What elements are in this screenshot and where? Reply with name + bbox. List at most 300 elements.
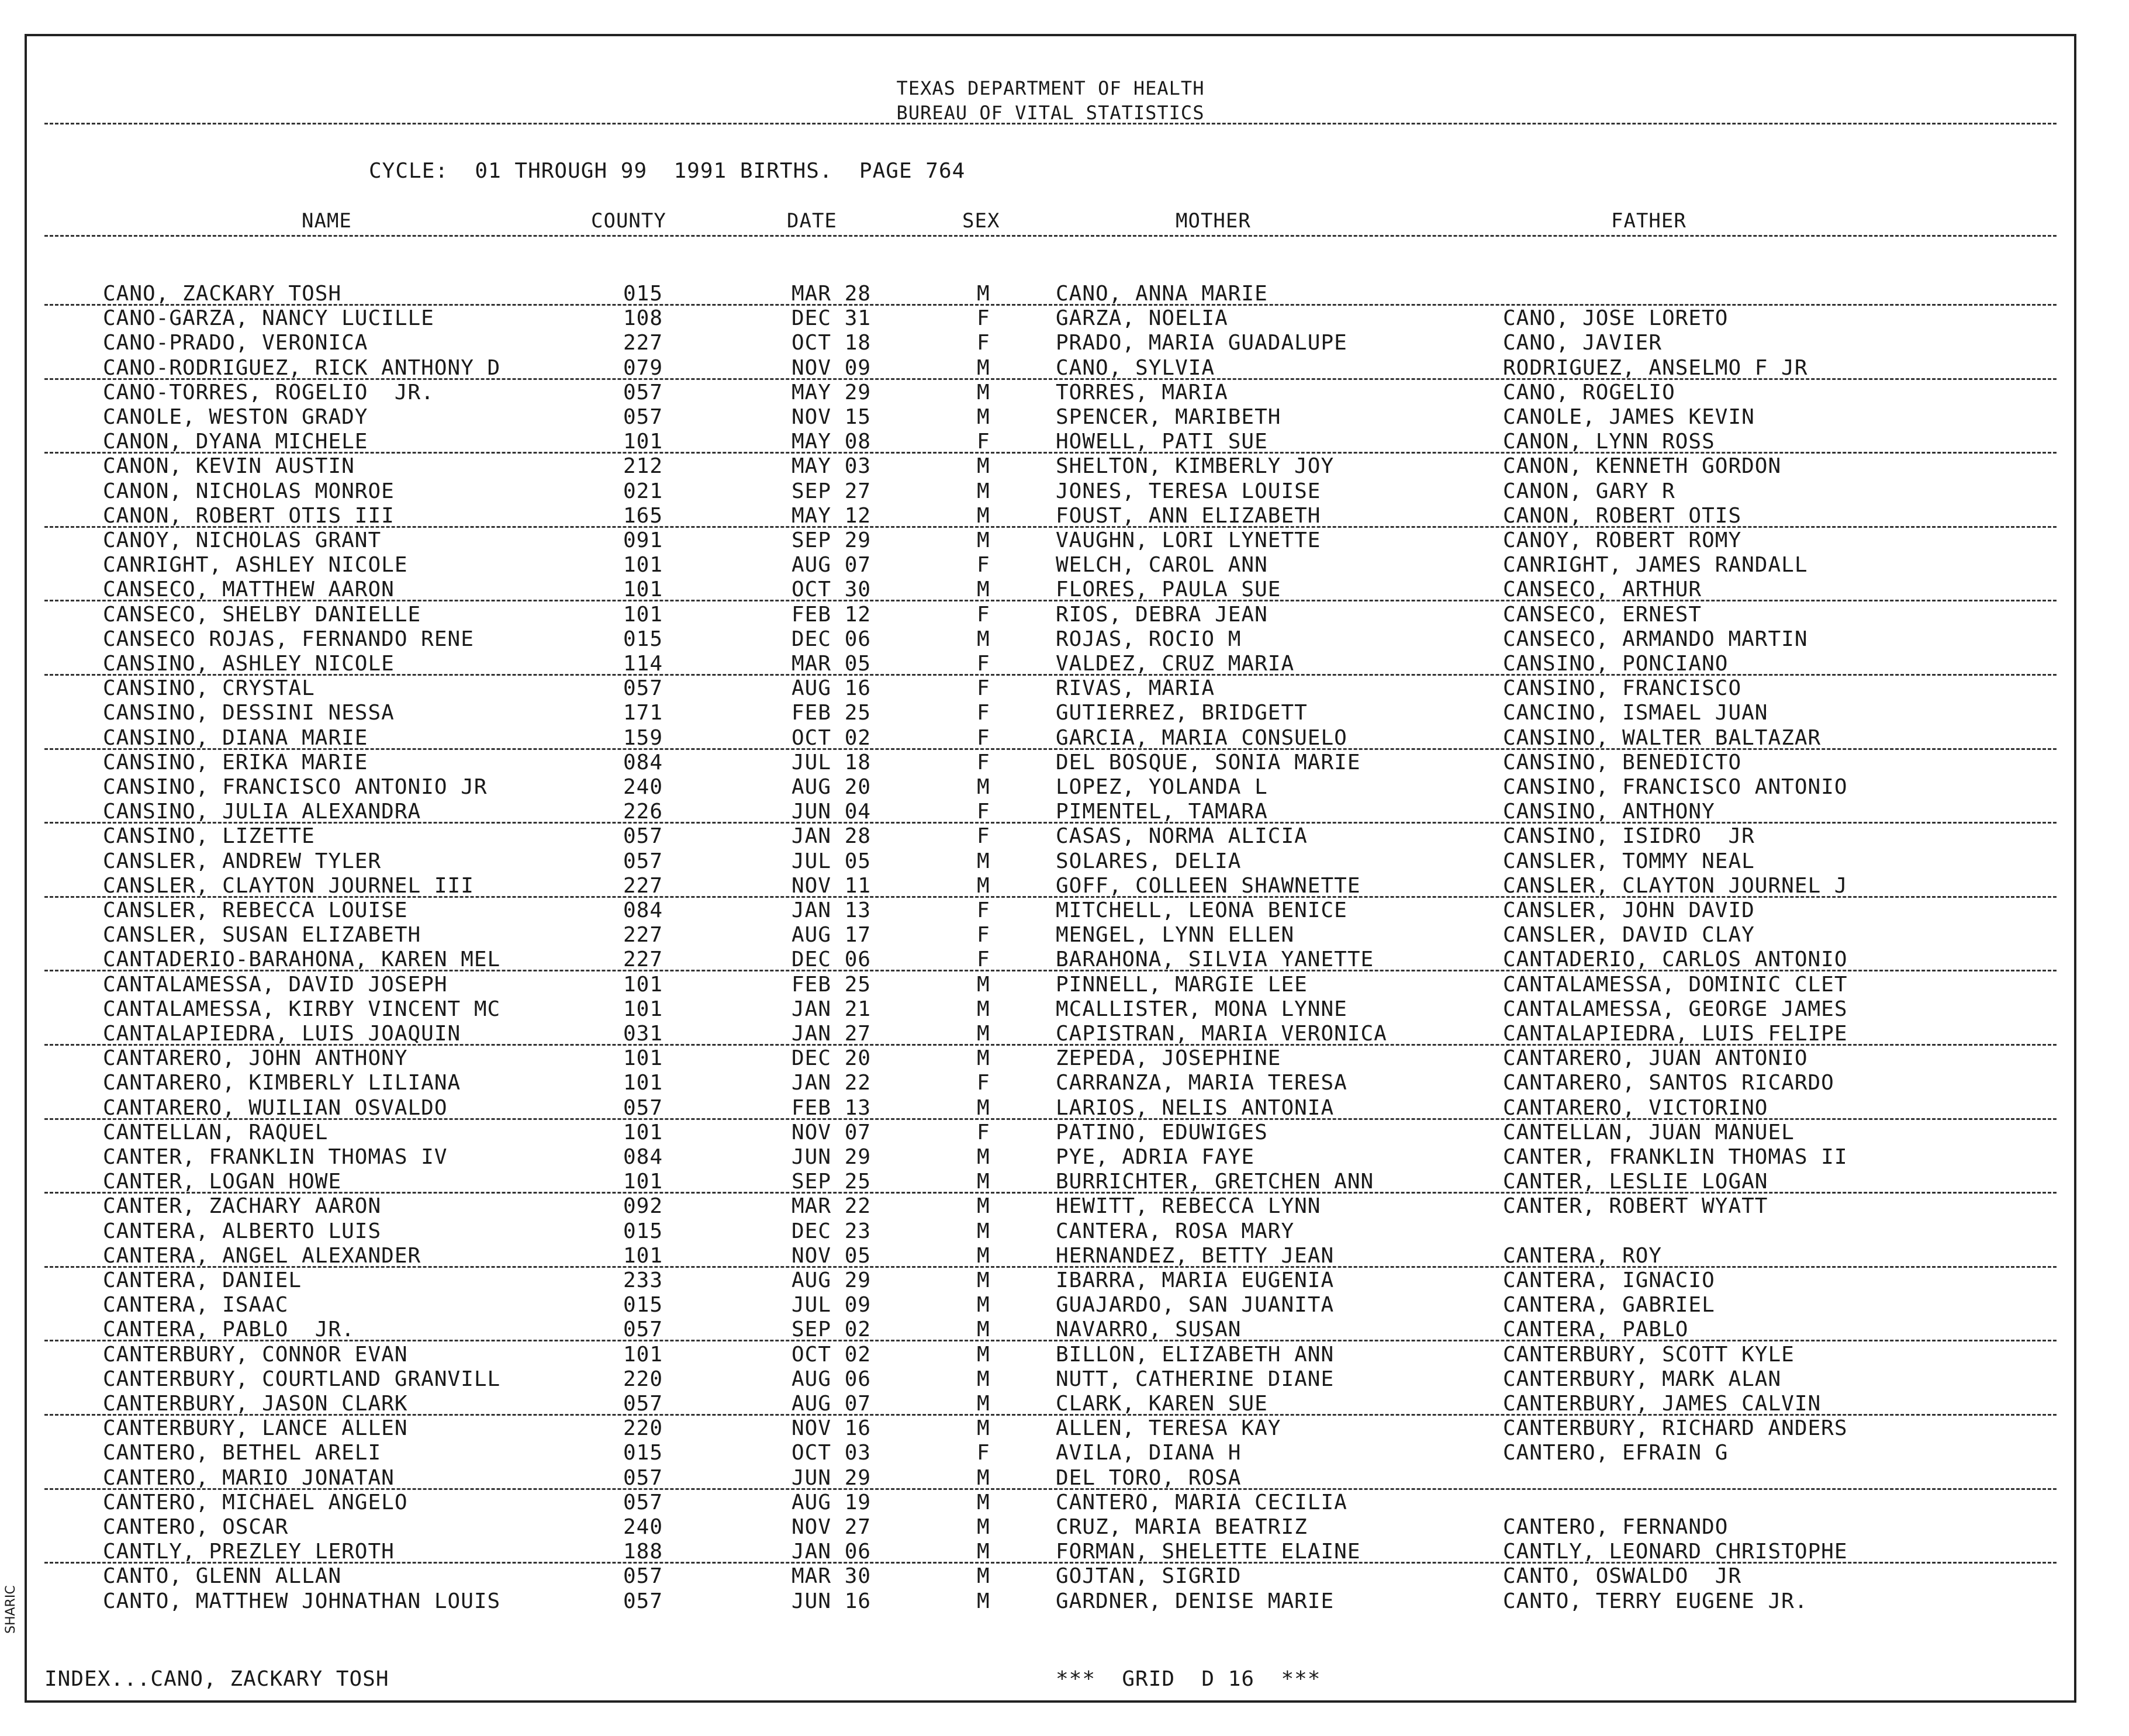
cell-county: 092 <box>623 1194 663 1219</box>
cell-father: CANON, KENNETH GORDON <box>1503 454 1782 479</box>
cell-sex: M <box>977 1416 990 1441</box>
cell-date: OCT 02 <box>792 725 872 750</box>
cell-county: 101 <box>623 1071 663 1095</box>
table-row <box>27 800 2074 824</box>
cell-county: 101 <box>623 1046 663 1071</box>
cell-sex: F <box>977 553 990 577</box>
cell-county: 021 <box>623 479 663 503</box>
cell-father: CANTER, FRANKLIN THOMAS II <box>1503 1145 1848 1169</box>
cell-mother: BARAHONA, SILVIA YANETTE <box>1056 947 1374 972</box>
column-header-rule <box>44 235 2057 237</box>
cell-sex: M <box>977 577 990 602</box>
cell-mother: CAPISTRAN, MARIA VERONICA <box>1056 1022 1387 1046</box>
cell-mother: GUAJARDO, SAN JUANITA <box>1056 1293 1335 1317</box>
cell-name: CANSECO, SHELBY DANIELLE <box>103 602 421 627</box>
table-row <box>27 1466 2074 1491</box>
cell-father: CANCINO, ISMAEL JUAN <box>1503 701 1768 725</box>
cell-name: CANON, KEVIN AUSTIN <box>103 454 355 479</box>
cell-father: CANO, JOSE LORETO <box>1503 306 1729 331</box>
table-row <box>27 701 2074 725</box>
cell-name: CANON, ROBERT OTIS III <box>103 503 395 528</box>
cell-county: 227 <box>623 331 663 355</box>
cell-sex: F <box>977 898 990 922</box>
cell-name: CANTERO, BETHEL ARELI <box>103 1441 382 1465</box>
cell-name: CANTO, GLENN ALLAN <box>103 1564 342 1589</box>
table-row <box>27 1343 2074 1367</box>
cell-father: CANTARERO, SANTOS RICARDO <box>1503 1071 1834 1095</box>
cell-county: 057 <box>623 1564 663 1589</box>
cell-mother: SOLARES, DELIA <box>1056 849 1242 873</box>
cell-father: CANSLER, DAVID CLAY <box>1503 923 1755 947</box>
cell-date: JUL 18 <box>792 750 872 774</box>
table-row <box>27 1589 2074 1614</box>
cell-sex: M <box>977 479 990 503</box>
column-header-mother: MOTHER <box>1176 209 1251 233</box>
cell-sex: M <box>977 1170 990 1194</box>
cell-name: CANSLER, REBECCA LOUISE <box>103 898 408 922</box>
cell-sex: M <box>977 1194 990 1219</box>
cell-county: 240 <box>623 775 663 799</box>
cell-father: CANSINO, WALTER BALTAZAR <box>1503 725 1822 750</box>
cell-mother: DEL BOSQUE, SONIA MARIE <box>1056 750 1361 774</box>
cell-name: CANO-TORRES, ROGELIO JR. <box>103 380 434 404</box>
cell-date: JAN 28 <box>792 824 872 849</box>
cell-date: NOV 05 <box>792 1243 872 1268</box>
cell-sex: M <box>977 972 990 997</box>
table-row <box>27 997 2074 1022</box>
cell-father: CANSECO, ARMANDO MARTIN <box>1503 627 1808 651</box>
cell-county: 057 <box>623 1490 663 1514</box>
department-title: TEXAS DEPARTMENT OF HEALTH <box>896 77 1205 99</box>
cell-date: JUL 09 <box>792 1293 872 1317</box>
cell-date: SEP 27 <box>792 479 872 503</box>
cell-date: JAN 22 <box>792 1071 872 1095</box>
cell-mother: SPENCER, MARIBETH <box>1056 405 1281 429</box>
cell-mother: PRADO, MARIA GUADALUPE <box>1056 331 1347 355</box>
cell-mother: HEWITT, REBECCA LYNN <box>1056 1194 1321 1219</box>
cell-mother: LOPEZ, YOLANDA L <box>1056 775 1268 799</box>
table-row <box>27 1564 2074 1589</box>
table-row <box>27 1441 2074 1465</box>
cell-sex: F <box>977 306 990 331</box>
cell-county: 101 <box>623 972 663 997</box>
cell-date: DEC 20 <box>792 1046 872 1071</box>
cell-name: CANRIGHT, ASHLEY NICOLE <box>103 553 408 577</box>
cell-date: FEB 25 <box>792 972 872 997</box>
cell-father: CANTADERIO, CARLOS ANTONIO <box>1503 947 1848 972</box>
index-label: INDEX...CANO, ZACKARY TOSH <box>44 1667 389 1691</box>
cell-father: RODRIGUEZ, ANSELMO F JR <box>1503 355 1808 380</box>
cell-mother: HERNANDEZ, BETTY JEAN <box>1056 1243 1335 1268</box>
column-header-name: NAME <box>302 209 352 233</box>
cell-county: 227 <box>623 947 663 972</box>
cell-sex: M <box>977 1589 990 1613</box>
table-row <box>27 726 2074 751</box>
cell-date: DEC 31 <box>792 306 872 331</box>
cell-county: 159 <box>623 725 663 750</box>
cell-name: CANON, DYANA MICHELE <box>103 430 368 454</box>
grid-label: *** GRID D 16 *** <box>1056 1667 1321 1691</box>
cell-father: CANTERA, ROY <box>1503 1243 1663 1268</box>
cell-sex: F <box>977 923 990 947</box>
cell-date: OCT 02 <box>792 1342 872 1367</box>
cell-mother: GARCIA, MARIA CONSUELO <box>1056 725 1347 750</box>
cell-sex: M <box>977 454 990 479</box>
cell-father: CANTER, ROBERT WYATT <box>1503 1194 1768 1219</box>
cell-date: FEB 12 <box>792 602 872 627</box>
cell-county: 114 <box>623 652 663 676</box>
cell-mother: MENGEL, LYNN ELLEN <box>1056 923 1295 947</box>
cell-name: CANTER, FRANKLIN THOMAS IV <box>103 1145 448 1169</box>
cell-name: CANSECO, MATTHEW AARON <box>103 577 395 602</box>
cell-date: MAY 03 <box>792 454 872 479</box>
cell-sex: F <box>977 800 990 824</box>
cell-mother: CARRANZA, MARIA TERESA <box>1056 1071 1347 1095</box>
table-row <box>27 528 2074 553</box>
cell-sex: F <box>977 676 990 701</box>
cell-mother: CANTERA, ROSA MARY <box>1056 1219 1295 1243</box>
table-row <box>27 1219 2074 1244</box>
table-row <box>27 454 2074 479</box>
table-row <box>27 1244 2074 1268</box>
cell-father: CANO, ROGELIO <box>1503 380 1675 404</box>
cell-mother: CANTERO, MARIA CECILIA <box>1056 1490 1347 1514</box>
cell-father: CANO, JAVIER <box>1503 331 1663 355</box>
cell-date: OCT 30 <box>792 577 872 602</box>
cell-county: 101 <box>623 430 663 454</box>
cell-sex: M <box>977 1540 990 1564</box>
cell-mother: CRUZ, MARIA BEATRIZ <box>1056 1515 1308 1539</box>
cell-date: JAN 06 <box>792 1540 872 1564</box>
cell-name: CANTER, LOGAN HOWE <box>103 1170 342 1194</box>
cell-father: CANTALAMESSA, GEORGE JAMES <box>1503 997 1848 1021</box>
cell-mother: GARDNER, DENISE MARIE <box>1056 1589 1335 1613</box>
table-row <box>27 1392 2074 1416</box>
table-row <box>27 947 2074 972</box>
cell-county: 220 <box>623 1367 663 1391</box>
cell-father: CANTERO, EFRAIN G <box>1503 1441 1729 1465</box>
table-row <box>27 1071 2074 1095</box>
cell-sex: M <box>977 1564 990 1589</box>
cell-mother: LARIOS, NELIS ANTONIA <box>1056 1095 1335 1120</box>
cell-county: 057 <box>623 1095 663 1120</box>
cell-father: CANRIGHT, JAMES RANDALL <box>1503 553 1808 577</box>
cell-county: 240 <box>623 1515 663 1539</box>
cell-name: CANO-RODRIGUEZ, RICK ANTHONY D <box>103 355 501 380</box>
cell-sex: M <box>977 1145 990 1169</box>
cell-sex: F <box>977 430 990 454</box>
cell-date: FEB 13 <box>792 1095 872 1120</box>
cell-mother: RIVAS, MARIA <box>1056 676 1215 701</box>
table-row <box>27 1540 2074 1564</box>
cell-mother: NUTT, CATHERINE DIANE <box>1056 1367 1335 1391</box>
cell-county: 233 <box>623 1268 663 1292</box>
cell-county: 057 <box>623 1317 663 1342</box>
cell-mother: CANO, SYLVIA <box>1056 355 1215 380</box>
cell-sex: M <box>977 1046 990 1071</box>
cell-date: NOV 11 <box>792 873 872 898</box>
cell-mother: AVILA, DIANA H <box>1056 1441 1242 1465</box>
cell-father: CANTELLAN, JUAN MANUEL <box>1503 1120 1795 1144</box>
cell-date: JUN 04 <box>792 800 872 824</box>
cell-name: CANTERBURY, LANCE ALLEN <box>103 1416 408 1441</box>
cell-county: 057 <box>623 824 663 849</box>
cell-date: MAR 30 <box>792 1564 872 1589</box>
table-row <box>27 627 2074 652</box>
cell-mother: CANO, ANNA MARIE <box>1056 282 1268 306</box>
cell-date: SEP 02 <box>792 1317 872 1342</box>
cell-father: CANTER, LESLIE LOGAN <box>1503 1170 1768 1194</box>
cell-date: AUG 06 <box>792 1367 872 1391</box>
cell-sex: F <box>977 750 990 774</box>
cell-date: DEC 23 <box>792 1219 872 1243</box>
cell-county: 101 <box>623 1120 663 1144</box>
cell-sex: F <box>977 1441 990 1465</box>
cell-name: CANO-PRADO, VERONICA <box>103 331 368 355</box>
cell-father: CANTERBURY, MARK ALAN <box>1503 1367 1782 1391</box>
bureau-title: BUREAU OF VITAL STATISTICS <box>896 102 1205 124</box>
table-row <box>27 775 2074 800</box>
cell-county: 057 <box>623 1465 663 1490</box>
cell-name: CANTERA, PABLO JR. <box>103 1317 355 1342</box>
cell-county: 226 <box>623 800 663 824</box>
cell-mother: ROJAS, ROCIO M <box>1056 627 1242 651</box>
cell-county: 101 <box>623 602 663 627</box>
cell-father: CANSINO, BENEDICTO <box>1503 750 1742 774</box>
side-tag: SHARIC <box>4 1585 18 1634</box>
cell-father: CANTERA, IGNACIO <box>1503 1268 1715 1292</box>
cell-name: CANSINO, ERIKA MARIE <box>103 750 368 774</box>
cell-date: MAY 08 <box>792 430 872 454</box>
table-row <box>27 973 2074 997</box>
cell-father: CANSINO, ANTHONY <box>1503 800 1715 824</box>
table-row <box>27 1145 2074 1170</box>
cell-county: 015 <box>623 1219 663 1243</box>
column-header-county: COUNTY <box>591 209 666 233</box>
table-row <box>27 331 2074 355</box>
cell-date: FEB 25 <box>792 701 872 725</box>
cell-sex: M <box>977 528 990 552</box>
cell-mother: BILLON, ELIZABETH ANN <box>1056 1342 1335 1367</box>
table-row <box>27 1046 2074 1071</box>
cell-mother: HOWELL, PATI SUE <box>1056 430 1268 454</box>
cell-name: CANSINO, FRANCISCO ANTONIO JR <box>103 775 488 799</box>
cell-father: CANTALAPIEDRA, LUIS FELIPE <box>1503 1022 1848 1046</box>
cell-mother: FOUST, ANN ELIZABETH <box>1056 503 1321 528</box>
cell-name: CANSINO, JULIA ALEXANDRA <box>103 800 421 824</box>
cell-date: JUL 05 <box>792 849 872 873</box>
cycle-line: CYCLE: 01 THROUGH 99 1991 BIRTHS. PAGE 764 <box>369 159 966 183</box>
cell-sex: M <box>977 849 990 873</box>
cell-sex: M <box>977 1392 990 1416</box>
cell-county: 057 <box>623 380 663 404</box>
cell-sex: M <box>977 355 990 380</box>
cell-mother: ZEPEDA, JOSEPHINE <box>1056 1046 1281 1071</box>
cell-sex: F <box>977 1071 990 1095</box>
cell-county: 101 <box>623 553 663 577</box>
table-row <box>27 1268 2074 1293</box>
cell-sex: F <box>977 652 990 676</box>
cell-name: CANTERA, ALBERTO LUIS <box>103 1219 382 1243</box>
cell-mother: CLARK, KAREN SUE <box>1056 1392 1268 1416</box>
cell-name: CANTERO, MICHAEL ANGELO <box>103 1490 408 1514</box>
cell-father: CANTERBURY, SCOTT KYLE <box>1503 1342 1795 1367</box>
cell-county: 015 <box>623 627 663 651</box>
cell-mother: FORMAN, SHELETTE ELAINE <box>1056 1540 1361 1564</box>
cell-sex: M <box>977 1342 990 1367</box>
cell-name: CANO-GARZA, NANCY LUCILLE <box>103 306 434 331</box>
column-header-date: DATE <box>787 209 837 233</box>
cell-father: CANTO, TERRY EUGENE JR. <box>1503 1589 1808 1613</box>
cell-sex: F <box>977 602 990 627</box>
table-row <box>27 479 2074 504</box>
table-row <box>27 504 2074 528</box>
cell-name: CANOLE, WESTON GRADY <box>103 405 368 429</box>
table-row <box>27 1194 2074 1219</box>
cell-date: OCT 03 <box>792 1441 872 1465</box>
cell-father: CANSLER, JOHN DAVID <box>1503 898 1755 922</box>
cell-sex: M <box>977 1268 990 1292</box>
cell-mother: GOJTAN, SIGRID <box>1056 1564 1242 1589</box>
table-row <box>27 306 2074 331</box>
cell-county: 057 <box>623 405 663 429</box>
cell-father: CANOLE, JAMES KEVIN <box>1503 405 1755 429</box>
cell-county: 057 <box>623 676 663 701</box>
cell-name: CANSINO, DIANA MARIE <box>103 725 368 750</box>
cell-name: CANO, ZACKARY TOSH <box>103 282 342 306</box>
cell-sex: M <box>977 1219 990 1243</box>
cell-name: CANSINO, ASHLEY NICOLE <box>103 652 395 676</box>
cell-county: 015 <box>623 282 663 306</box>
cell-date: JUN 29 <box>792 1145 872 1169</box>
cell-name: CANSLER, ANDREW TYLER <box>103 849 382 873</box>
cell-mother: ALLEN, TERESA KAY <box>1056 1416 1281 1441</box>
table-row <box>27 553 2074 577</box>
cell-county: 220 <box>623 1416 663 1441</box>
table-row <box>27 430 2074 454</box>
table-row <box>27 1367 2074 1392</box>
page-frame <box>25 34 2076 1703</box>
cell-county: 091 <box>623 528 663 552</box>
table-row <box>27 603 2074 627</box>
cell-mother: NAVARRO, SUSAN <box>1056 1317 1242 1342</box>
cell-name: CANTERBURY, JASON CLARK <box>103 1392 408 1416</box>
cell-mother: MITCHELL, LEONA BENICE <box>1056 898 1347 922</box>
cell-sex: M <box>977 1095 990 1120</box>
cell-name: CANTERO, MARIO JONATAN <box>103 1465 395 1490</box>
cell-sex: M <box>977 775 990 799</box>
cell-mother: JONES, TERESA LOUISE <box>1056 479 1321 503</box>
cell-father: CANTALAMESSA, DOMINIC CLET <box>1503 972 1848 997</box>
cell-father: CANTARERO, VICTORINO <box>1503 1095 1768 1120</box>
cell-date: MAR 22 <box>792 1194 872 1219</box>
cell-county: 101 <box>623 1342 663 1367</box>
cell-date: DEC 06 <box>792 627 872 651</box>
cell-date: AUG 16 <box>792 676 872 701</box>
cell-name: CANTERBURY, COURTLAND GRANVILL <box>103 1367 501 1391</box>
cell-mother: RIOS, DEBRA JEAN <box>1056 602 1268 627</box>
table-row <box>27 405 2074 430</box>
cell-sex: M <box>977 503 990 528</box>
cell-father: CANSINO, PONCIANO <box>1503 652 1729 676</box>
cell-sex: F <box>977 701 990 725</box>
cell-date: JAN 21 <box>792 997 872 1021</box>
cell-sex: M <box>977 405 990 429</box>
table-row <box>27 1293 2074 1317</box>
cell-mother: GARZA, NOELIA <box>1056 306 1228 331</box>
cell-father: CANTERA, GABRIEL <box>1503 1293 1715 1317</box>
cell-county: 057 <box>623 849 663 873</box>
table-row <box>27 849 2074 874</box>
cell-county: 015 <box>623 1293 663 1317</box>
cell-date: AUG 17 <box>792 923 872 947</box>
cell-name: CANTER, ZACHARY AARON <box>103 1194 382 1219</box>
cell-date: JAN 27 <box>792 1022 872 1046</box>
cell-county: 101 <box>623 577 663 602</box>
cell-sex: M <box>977 997 990 1021</box>
cell-county: 165 <box>623 503 663 528</box>
cell-mother: IBARRA, MARIA EUGENIA <box>1056 1268 1335 1292</box>
cell-mother: GOFF, COLLEEN SHAWNETTE <box>1056 873 1361 898</box>
cell-mother: WELCH, CAROL ANN <box>1056 553 1268 577</box>
cell-date: AUG 29 <box>792 1268 872 1292</box>
cell-name: CANTLY, PREZLEY LEROTH <box>103 1540 395 1564</box>
cell-county: 079 <box>623 355 663 380</box>
cell-date: JUN 29 <box>792 1465 872 1490</box>
table-row <box>27 1317 2074 1342</box>
cell-county: 057 <box>623 1589 663 1613</box>
cell-name: CANTO, MATTHEW JOHNATHAN LOUIS <box>103 1589 501 1613</box>
table-row <box>27 1170 2074 1194</box>
table-row <box>27 1416 2074 1441</box>
cell-father: CANTLY, LEONARD CHRISTOPHE <box>1503 1540 1848 1564</box>
cell-sex: M <box>977 1293 990 1317</box>
cell-name: CANTERA, ANGEL ALEXANDER <box>103 1243 421 1268</box>
cell-father: CANSECO, ERNEST <box>1503 602 1702 627</box>
cell-mother: VAUGHN, LORI LYNETTE <box>1056 528 1321 552</box>
table-row <box>27 874 2074 898</box>
cell-sex: F <box>977 331 990 355</box>
cell-date: SEP 25 <box>792 1170 872 1194</box>
cell-name: CANSLER, SUSAN ELIZABETH <box>103 923 421 947</box>
column-header-sex: SEX <box>962 209 1000 233</box>
cell-date: NOV 09 <box>792 355 872 380</box>
cell-mother: SHELTON, KIMBERLY JOY <box>1056 454 1335 479</box>
header-rule <box>44 123 2057 125</box>
table-row <box>27 356 2074 381</box>
cell-sex: M <box>977 627 990 651</box>
cell-date: OCT 18 <box>792 331 872 355</box>
table-row <box>27 282 2074 306</box>
cell-county: 188 <box>623 1540 663 1564</box>
cell-sex: F <box>977 725 990 750</box>
cell-county: 084 <box>623 750 663 774</box>
cell-county: 171 <box>623 701 663 725</box>
cell-date: NOV 16 <box>792 1416 872 1441</box>
cell-date: DEC 06 <box>792 947 872 972</box>
table-row <box>27 751 2074 775</box>
cell-county: 108 <box>623 306 663 331</box>
cell-name: CANTARERO, WUILIAN OSVALDO <box>103 1095 448 1120</box>
cell-name: CANTALAMESSA, KIRBY VINCENT MC <box>103 997 501 1021</box>
cell-name: CANTADERIO-BARAHONA, KAREN MEL <box>103 947 501 972</box>
cell-name: CANTELLAN, RAQUEL <box>103 1120 329 1144</box>
cell-date: AUG 07 <box>792 553 872 577</box>
cell-mother: DEL TORO, ROSA <box>1056 1465 1242 1490</box>
cell-father: CANSINO, FRANCISCO <box>1503 676 1742 701</box>
table-row <box>27 923 2074 947</box>
cell-father: CANON, LYNN ROSS <box>1503 430 1715 454</box>
